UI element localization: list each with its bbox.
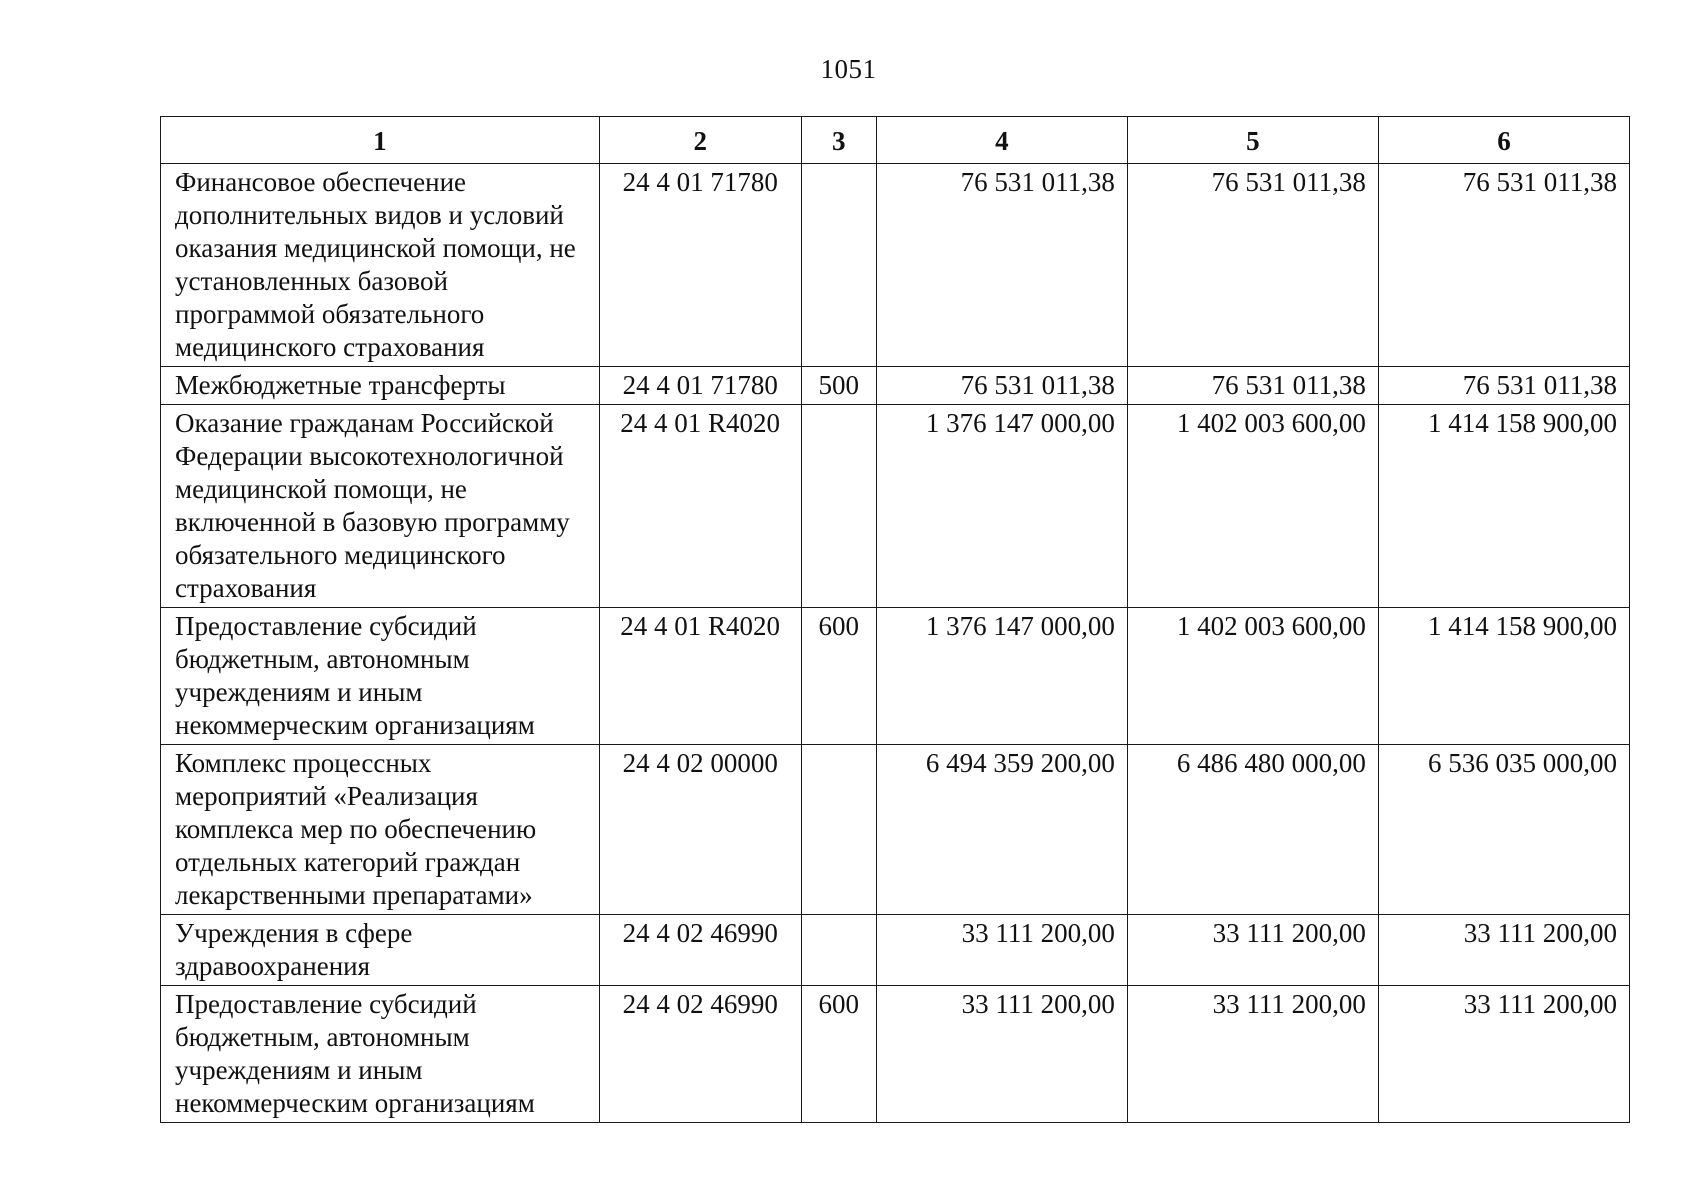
column-header: 6 bbox=[1378, 117, 1629, 164]
row-value-4: 33 111 200,00 bbox=[876, 986, 1127, 1123]
row-name: Межбюджетные трансферты bbox=[161, 367, 600, 405]
row-name: Предоставление субсидий бюджетным, автономным учреждениям и иным некоммерческим организациям bbox=[161, 986, 600, 1123]
row-code: 24 4 01 71780 bbox=[599, 164, 801, 367]
row-value-6: 33 111 200,00 bbox=[1378, 986, 1629, 1123]
row-name: Оказание гражданам Российской Федерации высокотехнологичной медицинской помощи, не включенной в базовую программу обязательного медицинского страхования bbox=[161, 405, 600, 608]
table-row bbox=[161, 405, 1630, 608]
row-value-4: 6 494 359 200,00 bbox=[876, 745, 1127, 915]
row-name: Финансовое обеспечение дополнительных видов и условий оказания медицинской помощи, не установленных базовой программой обязательного медицинского страхования bbox=[161, 164, 600, 367]
table-header-row bbox=[161, 117, 1630, 164]
row-value-5: 76 531 011,38 bbox=[1127, 164, 1378, 367]
row-expense-type bbox=[801, 405, 876, 608]
column-header: 3 bbox=[801, 117, 876, 164]
row-value-4: 1 376 147 000,00 bbox=[876, 608, 1127, 745]
row-expense-type: 500 bbox=[801, 367, 876, 405]
table-row bbox=[161, 367, 1630, 405]
row-value-6: 1 414 158 900,00 bbox=[1378, 608, 1629, 745]
row-expense-type bbox=[801, 745, 876, 915]
row-expense-type: 600 bbox=[801, 608, 876, 745]
row-value-5: 1 402 003 600,00 bbox=[1127, 405, 1378, 608]
column-header: 5 bbox=[1127, 117, 1378, 164]
row-value-5: 76 531 011,38 bbox=[1127, 367, 1378, 405]
row-value-5: 33 111 200,00 bbox=[1127, 915, 1378, 986]
table-row bbox=[161, 164, 1630, 367]
row-value-5: 6 486 480 000,00 bbox=[1127, 745, 1378, 915]
row-value-6: 76 531 011,38 bbox=[1378, 367, 1629, 405]
row-code: 24 4 01 R4020 bbox=[599, 608, 801, 745]
row-value-6: 33 111 200,00 bbox=[1378, 915, 1629, 986]
row-code: 24 4 01 71780 bbox=[599, 367, 801, 405]
row-name: Предоставление субсидий бюджетным, автономным учреждениям и иным некоммерческим организациям bbox=[161, 608, 600, 745]
row-value-5: 1 402 003 600,00 bbox=[1127, 608, 1378, 745]
row-value-4: 33 111 200,00 bbox=[876, 915, 1127, 986]
row-value-6: 76 531 011,38 bbox=[1378, 164, 1629, 367]
column-header: 1 bbox=[161, 117, 600, 164]
row-value-5: 33 111 200,00 bbox=[1127, 986, 1378, 1123]
row-value-6: 1 414 158 900,00 bbox=[1378, 405, 1629, 608]
column-header: 4 bbox=[876, 117, 1127, 164]
column-header: 2 bbox=[599, 117, 801, 164]
row-expense-type bbox=[801, 164, 876, 367]
row-code: 24 4 02 46990 bbox=[599, 915, 801, 986]
page-number: 1051 bbox=[820, 54, 877, 84]
row-code: 24 4 01 R4020 bbox=[599, 405, 801, 608]
table-row bbox=[161, 915, 1630, 986]
row-name: Учреждения в сфере здравоохранения bbox=[161, 915, 600, 986]
table-row bbox=[161, 745, 1630, 915]
table-row bbox=[161, 608, 1630, 745]
row-code: 24 4 02 46990 bbox=[599, 986, 801, 1123]
row-name: Комплекс процессных мероприятий «Реализация комплекса мер по обеспечению отдельных категорий граждан лекарственными препаратами» bbox=[161, 745, 600, 915]
row-expense-type bbox=[801, 915, 876, 986]
row-value-6: 6 536 035 000,00 bbox=[1378, 745, 1629, 915]
table-row bbox=[161, 986, 1630, 1123]
row-expense-type: 600 bbox=[801, 986, 876, 1123]
budget-table bbox=[160, 116, 1630, 1123]
row-code: 24 4 02 00000 bbox=[599, 745, 801, 915]
row-value-4: 76 531 011,38 bbox=[876, 367, 1127, 405]
row-value-4: 76 531 011,38 bbox=[876, 164, 1127, 367]
row-value-4: 1 376 147 000,00 bbox=[876, 405, 1127, 608]
